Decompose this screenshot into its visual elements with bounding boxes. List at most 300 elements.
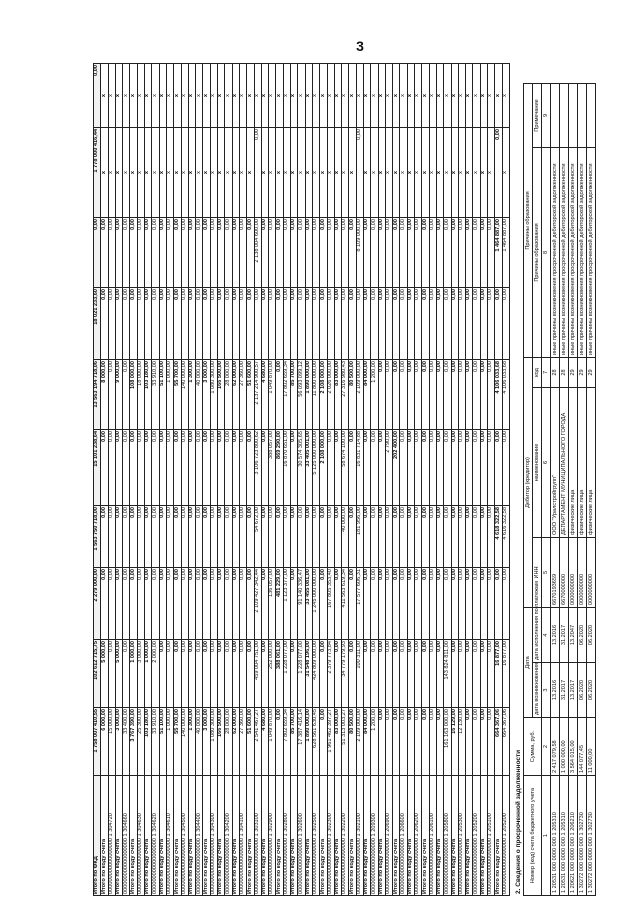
- ledger-value-cell: 0,00: [458, 430, 465, 506]
- ledger-value-cell: 0,00: [276, 360, 283, 430]
- ledger-value-cell: 0,00: [145, 568, 152, 640]
- ledger-value-cell: 0,00: [349, 288, 356, 360]
- ledger-account-cell: Итого по ФКД: [94, 776, 101, 896]
- ledger-value-cell: х: [473, 128, 480, 218]
- overdue-debt-cell: 31.2017: [560, 607, 569, 662]
- ledger-value-cell: 0,00: [334, 430, 341, 506]
- ledger-value-cell: 0,00: [137, 568, 144, 640]
- ledger-value-cell: 51 600,00: [247, 708, 254, 776]
- overdue-debt-cell: 06.2020: [578, 607, 587, 662]
- ledger-account-cell: 000000000000000000 1 304720: [108, 776, 115, 896]
- ledger-account-cell: 000000000000000000 1 206600: [400, 776, 407, 896]
- ledger-value-cell: 0,00: [101, 430, 108, 506]
- ledger-table: [93, 63, 510, 896]
- ledger-value-cell: 0,00: [466, 640, 473, 708]
- header-date-occurred: дата возникновения: [533, 663, 542, 718]
- ledger-value-cell: 0,00: [349, 568, 356, 640]
- ledger-account-cell: 000000000000000000 1 205200: [502, 776, 509, 896]
- ledger-account-cell: 000000000000000000 1 302200: [342, 776, 349, 896]
- ledger-value-cell: 0,00: [473, 218, 480, 288]
- ledger-value-cell: 0,00: [166, 506, 173, 568]
- ledger-value-cell: х: [247, 128, 254, 218]
- ledger-value-cell: 0,00: [123, 568, 130, 640]
- ledger-value-cell: 9 000,00: [115, 360, 122, 430]
- ledger-value-cell: х: [312, 128, 319, 218]
- ledger-value-cell: 0,00: [247, 506, 254, 568]
- ledger-row: [385, 64, 392, 896]
- ledger-value-cell: 0,00: [473, 288, 480, 360]
- ledger-account-cell: Итого по коду счета: [495, 776, 502, 896]
- ledger-value-cell: 0,00: [225, 288, 232, 360]
- ledger-value-cell: 0,00: [115, 506, 122, 568]
- ledger-value-cell: 0,00: [407, 360, 414, 430]
- ledger-value-cell: х: [393, 64, 400, 128]
- ledger-value-cell: 0,00: [488, 640, 495, 708]
- ledger-value-cell: х: [356, 64, 363, 128]
- ledger-value-cell: 2 379 773,84: [327, 640, 334, 708]
- ledger-value-cell: 0,00: [466, 430, 473, 506]
- ledger-value-cell: 0,00: [429, 640, 436, 708]
- ledger-value-cell: 3 000,00: [203, 708, 210, 776]
- ledger-value-cell: 4 680,00: [261, 708, 268, 776]
- ledger-value-cell: 0,00: [159, 568, 166, 640]
- ledger-value-cell: х: [137, 128, 144, 218]
- ledger-value-cell: 0,00: [174, 218, 181, 288]
- ledger-value-cell: 0,00: [473, 708, 480, 776]
- ledger-value-cell: 0,00: [480, 288, 487, 360]
- ledger-value-cell: 102 612 715,75: [94, 640, 101, 708]
- ledger-value-cell: 0,00: [203, 568, 210, 640]
- ledger-value-cell: 0,00: [444, 430, 451, 506]
- ledger-value-cell: 0,00: [261, 568, 268, 640]
- ledger-value-cell: 0,00: [415, 708, 422, 776]
- ledger-value-cell: 161 163 000,00: [444, 708, 451, 776]
- ledger-value-cell: 3 000,00: [115, 708, 122, 776]
- ledger-value-cell: х: [218, 128, 225, 218]
- ledger-value-cell: 0,00: [334, 568, 341, 640]
- ledger-value-cell: х: [159, 128, 166, 218]
- ledger-value-cell: 0,00: [349, 640, 356, 708]
- ledger-value-cell: х: [269, 64, 276, 128]
- ledger-value-cell: 0,00: [108, 506, 115, 568]
- ledger-value-cell: 0,00: [218, 430, 225, 506]
- ledger-value-cell: х: [458, 64, 465, 128]
- ledger-value-cell: х: [130, 64, 137, 128]
- overdue-debt-table: [523, 83, 596, 896]
- ledger-value-cell: 0,00: [291, 218, 298, 288]
- ledger-value-cell: 0,00: [385, 708, 392, 776]
- ledger-value-cell: 0,00: [451, 640, 458, 708]
- overdue-debt-cell: [569, 83, 578, 147]
- ledger-value-cell: 0,00: [276, 506, 283, 568]
- ledger-value-cell: 0,00: [473, 640, 480, 708]
- ledger-row: [152, 64, 159, 896]
- ledger-value-cell: 0,00: [444, 288, 451, 360]
- ledger-value-cell: 0,00: [218, 640, 225, 708]
- ledger-value-cell: х: [488, 128, 495, 218]
- ledger-value-cell: 0,00: [108, 360, 115, 430]
- ledger-account-cell: Итого по коду счета: [466, 776, 473, 896]
- ledger-value-cell: х: [261, 128, 268, 218]
- ledger-value-cell: 0,00: [407, 640, 414, 708]
- ledger-value-cell: 0,00: [261, 506, 268, 568]
- ledger-value-cell: 2 790,00: [385, 430, 392, 506]
- ledger-value-cell: 11 800 000,00: [312, 360, 319, 430]
- ledger-value-cell: 0,00: [363, 568, 370, 640]
- ledger-value-cell: 0,00: [123, 288, 130, 360]
- overdue-debt-cell: 1 30272 000 0000 000 1 302730: [578, 776, 587, 896]
- ledger-account-cell: 000000000000000000 1 304620: [152, 776, 159, 896]
- ledger-value-cell: 0,00: [393, 708, 400, 776]
- ledger-value-cell: 0,00: [495, 288, 502, 360]
- ledger-value-cell: 0,00: [378, 640, 385, 708]
- ledger-value-cell: 0,00: [320, 568, 327, 640]
- ledger-value-cell: 0,00: [422, 430, 429, 506]
- ledger-value-cell: х: [334, 64, 341, 128]
- ledger-value-cell: 0,00: [108, 218, 115, 288]
- ledger-value-cell: 0,00: [407, 506, 414, 568]
- ledger-value-cell: 0,00: [210, 218, 217, 288]
- ledger-row: [320, 64, 327, 896]
- ledger-value-cell: 0,00: [225, 640, 232, 708]
- ledger-value-cell: 1 080 300,00: [210, 708, 217, 776]
- ledger-value-cell: х: [298, 64, 305, 128]
- ledger-value-cell: х: [276, 64, 283, 128]
- ledger-value-cell: 0,00: [181, 430, 188, 506]
- ledger-value-cell: 0,00: [415, 218, 422, 288]
- ledger-row: [188, 64, 195, 896]
- ledger-value-cell: 0,00: [407, 568, 414, 640]
- ledger-value-cell: х: [210, 64, 217, 128]
- ledger-account-cell: Итого по коду счета: [320, 776, 327, 896]
- ledger-row: [429, 64, 436, 896]
- ledger-account-cell: Итого по коду счета: [451, 776, 458, 896]
- ledger-value-cell: 0,00: [188, 288, 195, 360]
- header-account: Номер (код) счета бюджетного учета: [524, 776, 542, 896]
- ledger-row: [371, 64, 378, 896]
- ledger-value-cell: 12 130,00: [458, 708, 465, 776]
- ledger-value-cell: 100 311,00: [356, 640, 363, 708]
- ledger-value-cell: 0,00: [196, 568, 203, 640]
- ledger-value-cell: х: [393, 128, 400, 218]
- ledger-value-cell: 5 000,00: [101, 640, 108, 708]
- ledger-value-cell: 0,00: [363, 506, 370, 568]
- ledger-value-cell: 4 616 322,58: [502, 506, 509, 568]
- ledger-value-cell: 0,00: [334, 640, 341, 708]
- ledger-value-cell: 0,00: [436, 640, 443, 708]
- ledger-row: [283, 64, 290, 896]
- ledger-value-cell: 1 890 000,00: [305, 708, 312, 776]
- ledger-value-cell: 0,00: [181, 568, 188, 640]
- ledger-value-cell: х: [480, 128, 487, 218]
- ledger-value-cell: 0,00: [385, 218, 392, 288]
- overdue-debt-row: [578, 83, 587, 895]
- ledger-row: [130, 64, 137, 896]
- ledger-value-cell: 0,00: [247, 218, 254, 288]
- ledger-value-cell: х: [407, 128, 414, 218]
- ledger-value-cell: 0,00: [466, 708, 473, 776]
- ledger-value-cell: 33 910,00: [152, 360, 159, 430]
- ledger-value-cell: 0,00: [444, 360, 451, 430]
- column-number: 5: [542, 537, 551, 607]
- ledger-value-cell: 27 360,00: [239, 360, 246, 430]
- ledger-value-cell: 80 500,00: [349, 708, 356, 776]
- ledger-value-cell: 388 057,00: [269, 430, 276, 506]
- ledger-value-cell: 0,00: [429, 430, 436, 506]
- ledger-value-cell: 167 805 353,40: [327, 568, 334, 640]
- ledger-account-cell: Итого по коду счета: [305, 776, 312, 896]
- ledger-value-cell: х: [422, 128, 429, 218]
- ledger-value-cell: х: [415, 64, 422, 128]
- ledger-row: [174, 64, 181, 896]
- ledger-value-cell: 33 400,00: [123, 708, 130, 776]
- ledger-value-cell: 0,00: [429, 568, 436, 640]
- ledger-account-cell: 000000000000000000 1 302800: [283, 776, 290, 896]
- overdue-debt-cell: ООО "Уралстройгрупп": [551, 387, 560, 537]
- ledger-value-cell: 481 229,00: [276, 568, 283, 640]
- ledger-value-cell: 0,00: [247, 288, 254, 360]
- ledger-value-cell: 1 123 377,00: [283, 568, 290, 640]
- ledger-value-cell: х: [436, 128, 443, 218]
- ledger-value-cell: 869 290,00: [276, 430, 283, 506]
- ledger-value-cell: 0,00: [225, 506, 232, 568]
- ledger-value-cell: 108 000,00: [130, 360, 137, 430]
- ledger-row: [159, 64, 166, 896]
- ledger-account-cell: 000000000000000000 1 304610: [166, 776, 173, 896]
- ledger-row: [488, 64, 495, 896]
- ledger-value-cell: 0,00: [101, 218, 108, 288]
- ledger-value-cell: 664 367,06: [495, 708, 502, 776]
- column-number: 7: [542, 357, 551, 387]
- ledger-value-cell: 17 802 659,34: [283, 360, 290, 430]
- ledger-value-cell: 16 831 714,88: [356, 430, 363, 506]
- ledger-account-cell: Итого по коду счета: [393, 776, 400, 896]
- ledger-value-cell: 0,00: [458, 506, 465, 568]
- header-amount: Сумма, руб.: [524, 718, 542, 776]
- ledger-account-cell: 000000000000000000 1 206900: [385, 776, 392, 896]
- ledger-value-cell: х: [342, 128, 349, 218]
- ledger-value-cell: 0,00: [488, 288, 495, 360]
- ledger-value-cell: х: [385, 64, 392, 128]
- ledger-value-cell: х: [458, 128, 465, 218]
- column-number: 3: [542, 663, 551, 718]
- ledger-value-cell: 0,00: [203, 506, 210, 568]
- overdue-debt-body: [542, 83, 596, 895]
- ledger-row: [473, 64, 480, 896]
- ledger-row: [415, 64, 422, 896]
- ledger-value-cell: х: [269, 128, 276, 218]
- ledger-value-cell: 664 367,06: [502, 708, 509, 776]
- ledger-value-cell: 55 700,00: [174, 360, 181, 430]
- overdue-debt-cell: [560, 83, 569, 147]
- ledger-value-cell: 0,00: [108, 568, 115, 640]
- overdue-debt-cell: 29: [578, 357, 587, 387]
- ledger-value-cell: 0,00: [218, 288, 225, 360]
- ledger-value-cell: 4 680,00: [261, 360, 268, 430]
- ledger-value-cell: 0,00: [422, 568, 429, 640]
- ledger-value-cell: х: [400, 64, 407, 128]
- ledger-value-cell: 0,00: [422, 218, 429, 288]
- ledger-value-cell: 0,00: [181, 288, 188, 360]
- ledger-value-cell: х: [276, 128, 283, 218]
- ledger-value-cell: 1 228 077,00: [298, 640, 305, 708]
- ledger-value-cell: 0,00: [480, 218, 487, 288]
- section2-rotated-wrapper: [514, 84, 624, 896]
- ledger-value-cell: 0,00: [393, 506, 400, 568]
- ledger-value-cell: 0,00: [203, 218, 210, 288]
- ledger-value-cell: 0,00: [239, 430, 246, 506]
- ledger-value-cell: 2 138 004 600,00: [254, 218, 261, 288]
- ledger-value-cell: 1 563 750 718,00: [94, 506, 101, 568]
- ledger-value-cell: 0,00: [502, 430, 509, 506]
- ledger-value-cell: 0,00: [495, 430, 502, 506]
- ledger-value-cell: 0,00: [218, 218, 225, 288]
- ledger-value-cell: 0,00: [451, 360, 458, 430]
- ledger-value-cell: 17 577 606,31: [356, 568, 363, 640]
- ledger-value-cell: 0,00: [239, 218, 246, 288]
- ledger-value-cell: 0,00: [305, 288, 312, 360]
- ledger-value-cell: х: [152, 128, 159, 218]
- overdue-debt-cell: 0000000000: [578, 537, 587, 607]
- ledger-value-cell: х: [495, 64, 502, 128]
- ledger-value-cell: 0,00: [349, 506, 356, 568]
- ledger-value-cell: 424 809 000,00: [312, 640, 319, 708]
- ledger-value-cell: 0,00: [327, 430, 334, 506]
- ledger-value-cell: 56 093 099,12: [298, 360, 305, 430]
- ledger-value-cell: х: [137, 64, 144, 128]
- ledger-value-cell: 0,00: [130, 218, 137, 288]
- column-numbers-row: [542, 83, 551, 895]
- ledger-value-cell: 0,00: [232, 506, 239, 568]
- ledger-value-cell: 0,00: [466, 218, 473, 288]
- ledger-value-cell: 0,00: [422, 506, 429, 568]
- ledger-value-cell: 3 767 390,00: [130, 708, 137, 776]
- ledger-value-cell: 0,00: [444, 218, 451, 288]
- ledger-account-cell: 000000000000000000 1 205300: [458, 776, 465, 896]
- ledger-value-cell: 0,00: [261, 218, 268, 288]
- ledger-value-cell: 103 180,00: [145, 360, 152, 430]
- ledger-value-cell: х: [261, 64, 268, 128]
- ledger-value-cell: 0,00: [145, 218, 152, 288]
- ledger-account-cell: Итого по коду счета: [188, 776, 195, 896]
- ledger-value-cell: 0,00: [218, 568, 225, 640]
- ledger-value-cell: 25 300,00: [137, 708, 144, 776]
- ledger-value-cell: х: [115, 64, 122, 128]
- ledger-value-cell: 1 300,00: [188, 708, 195, 776]
- ledger-value-cell: 0,00: [320, 640, 327, 708]
- ledger-value-cell: 62 000,00: [232, 708, 239, 776]
- ledger-value-cell: х: [488, 64, 495, 128]
- ledger-account-cell: 000000000000000000 1 303100: [254, 776, 261, 896]
- ledger-value-cell: х: [305, 64, 312, 128]
- ledger-value-cell: 2 108 000,00: [320, 430, 327, 506]
- ledger-value-cell: 0,00: [393, 568, 400, 640]
- ledger-value-cell: 0,00: [101, 506, 108, 568]
- ledger-value-cell: 0,00: [188, 568, 195, 640]
- ledger-value-cell: 0,00: [407, 430, 414, 506]
- ledger-value-cell: 0,00: [269, 288, 276, 360]
- ledger-account-cell: Итого по коду счета: [145, 776, 152, 896]
- ledger-value-cell: 0,00: [123, 360, 130, 430]
- ledger-value-cell: 0,00: [349, 430, 356, 506]
- ledger-value-cell: х: [283, 64, 290, 128]
- ledger-value-cell: 1 758 007 410,55: [94, 708, 101, 776]
- ledger-row: [363, 64, 370, 896]
- ledger-value-cell: 0,00: [305, 506, 312, 568]
- ledger-value-cell: х: [298, 128, 305, 218]
- ledger-value-cell: 140 000,00: [181, 708, 188, 776]
- ledger-value-cell: 0,00: [291, 506, 298, 568]
- ledger-account-cell: 000000000000000000 1 304200: [225, 776, 232, 896]
- ledger-row: [239, 64, 246, 896]
- header-date-due: дата исполнения по платежам: [533, 607, 542, 662]
- ledger-value-cell: 0,00: [203, 640, 210, 708]
- ledger-value-cell: х: [181, 64, 188, 128]
- ledger-value-cell: 18 021 233,60: [94, 288, 101, 360]
- ledger-value-cell: 0,00: [232, 568, 239, 640]
- ledger-value-cell: х: [203, 128, 210, 218]
- ledger-row: [261, 64, 268, 896]
- ledger-value-cell: х: [225, 128, 232, 218]
- ledger-account-cell: Итого по коду счета: [247, 776, 254, 896]
- overdue-debt-cell: 144 077,45: [578, 718, 587, 776]
- ledger-value-cell: х: [342, 64, 349, 128]
- ledger-value-cell: 0,00: [196, 288, 203, 360]
- ledger-value-cell: х: [123, 64, 130, 128]
- ledger-value-cell: х: [327, 128, 334, 218]
- ledger-value-cell: 0,00: [174, 288, 181, 360]
- ledger-value-cell: 0,00: [436, 218, 443, 288]
- ledger-value-cell: 0,00: [400, 640, 407, 708]
- ledger-account-cell: 000000000000000000 1 304630: [137, 776, 144, 896]
- ledger-account-cell: 000000000000000000 1 205200: [473, 776, 480, 896]
- ledger-value-cell: х: [196, 64, 203, 128]
- ledger-value-cell: 17 387 416,14: [298, 708, 305, 776]
- ledger-value-cell: 0,00: [159, 506, 166, 568]
- ledger-value-cell: 0,00: [283, 288, 290, 360]
- column-number: 8: [542, 147, 551, 357]
- ledger-account-cell: Итого по коду счета: [291, 776, 298, 896]
- overdue-debt-cell: физические лица: [587, 387, 596, 537]
- ledger-value-cell: 0,00: [210, 288, 217, 360]
- ledger-value-cell: 0,00: [232, 430, 239, 506]
- ledger-value-cell: 0,00: [385, 506, 392, 568]
- column-number: 4: [542, 607, 551, 662]
- ledger-value-cell: 0,00: [166, 568, 173, 640]
- ledger-value-cell: х: [444, 128, 451, 218]
- ledger-value-cell: 0,00: [283, 218, 290, 288]
- column-number: 1: [542, 776, 551, 896]
- ledger-value-cell: 1 049 870,00: [269, 360, 276, 430]
- ledger-value-cell: 0,00: [385, 360, 392, 430]
- ledger-row: [356, 64, 363, 896]
- overdue-debt-row: [587, 83, 596, 895]
- ledger-value-cell: 0,00: [393, 640, 400, 708]
- ledger-value-cell: х: [166, 128, 173, 218]
- overdue-debt-cell: 29: [569, 357, 578, 387]
- ledger-value-cell: 0,00: [466, 360, 473, 430]
- column-number: 6: [542, 387, 551, 537]
- ledger-value-cell: 0,00: [436, 506, 443, 568]
- ledger-value-cell: 0,00: [225, 568, 232, 640]
- ledger-value-cell: 0,00: [152, 288, 159, 360]
- ledger-value-cell: 16 877,00: [495, 640, 502, 708]
- overdue-debt-cell: иные причины возникновения просроченной дебиторской задолженности: [569, 147, 578, 357]
- ledger-value-cell: х: [181, 128, 188, 218]
- ledger-value-cell: 0,00: [429, 506, 436, 568]
- ledger-row: [101, 64, 108, 896]
- ledger-value-cell: 58 674 100,00: [342, 430, 349, 506]
